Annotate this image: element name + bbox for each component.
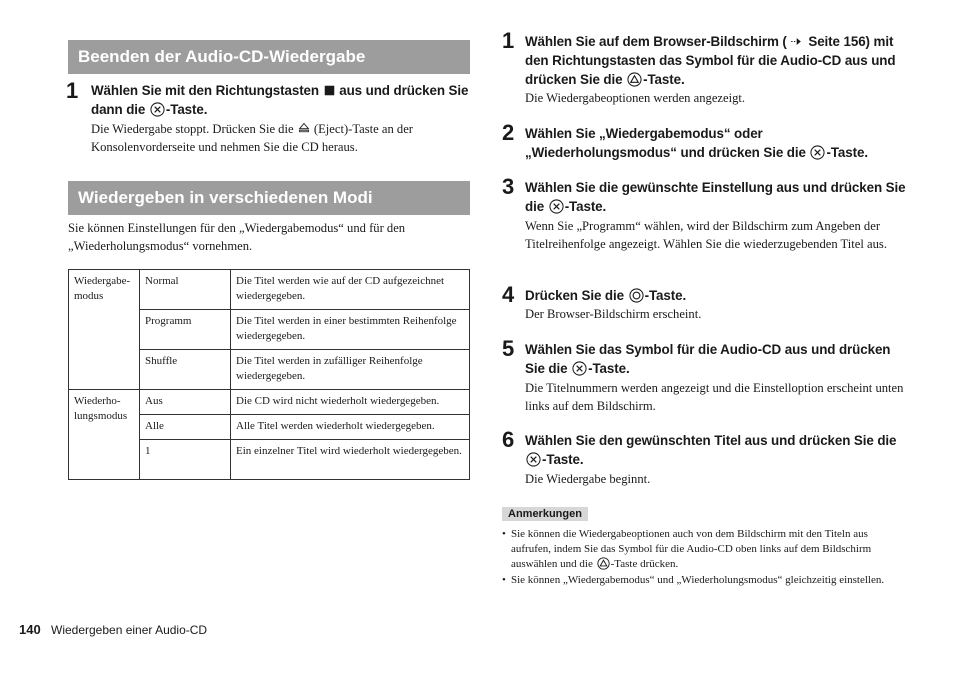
stop-square-icon [324,85,335,96]
step-heading-text: -Taste. [542,452,584,467]
bullet-dot-icon: • [502,528,506,540]
intro-paragraph: Sie können Einstellungen für den „Wiedergabemodus“ und für den „Wiederholungsmodus“ vornehmen. [68,221,406,253]
bullet-dot-icon: • [502,574,506,586]
step-heading-text: Wählen Sie mit den Richtungstasten [91,83,319,98]
step-number: 1 [66,78,79,103]
cross-button-icon [549,199,564,214]
section-heading-stop: Beenden der Audio-CD-Wiedergabe [68,40,470,74]
step-heading-text: Wählen Sie den gewünschten Titel aus und drücken Sie die [525,433,897,448]
table-desc-cell: Die Titel werden wie auf der CD aufgezeichnet wiedergegeben. [231,270,470,310]
step-heading-text: Wählen Sie das Symbol für die Audio-CD aus und drücken Sie die [525,342,891,376]
step-heading-text: -Taste. [564,199,607,214]
step-heading-text: -Taste. [826,145,868,160]
step-heading-text: -Taste. [588,361,630,376]
circle-button-icon [629,288,644,303]
table-option-cell: Programm [140,310,231,350]
notes-label: Anmerkungen [502,507,588,521]
step-heading-text: Drücken Sie die [525,288,624,303]
note-text: Sie können „Wiedergabemodus“ und „Wiederholungsmodus“ gleichzeitig einstellen. [511,574,885,586]
note-item [502,527,906,572]
table-option-cell: Alle [140,415,231,440]
step-heading-text: Seite 156) mit den Richtungstasten das Symbol für die Audio-CD aus und drücken Sie die [525,34,896,87]
step-heading [525,32,909,89]
page-number: 140 [19,622,41,637]
step-body: Die Wiedergabe beginnt. [525,472,651,486]
step-body-text: (Eject)-Taste an der Konsolenvorderseite und nehmen Sie die CD heraus. [91,122,413,154]
table-desc-cell: Ein einzelner Titel wird wiederholt wiedergegeben. [231,440,470,480]
step-heading-text: -Taste. [165,102,208,117]
dotted-arrow-icon [788,36,804,47]
step-heading [525,431,909,469]
step-body [91,121,469,156]
table-desc-cell: Alle Titel werden wiederholt wiedergegeben. [231,415,470,440]
table-desc-cell: Die Titel werden in einer bestimmten Reihenfolge wiedergegeben. [231,310,470,350]
step-number: 1 [502,28,515,53]
table-option-cell: Normal [140,270,231,310]
table-desc-cell: Die CD wird nicht wiederholt wiedergegeben. [231,390,470,415]
step-heading [525,340,909,378]
step-number: 6 [502,427,515,452]
step-number: 3 [502,174,515,199]
table-option-cell: 1 [140,440,231,480]
step-heading-text: aus und drücken Sie dann die [91,83,469,117]
step-number: 2 [502,120,515,145]
step-body-text: Die Wiedergabe stoppt. Drücken Sie die [91,122,294,136]
note-text: -Taste drücken. [610,558,679,570]
eject-icon [298,122,310,134]
step-body: Die Wiedergabeoptionen werden angezeigt. [525,91,746,105]
step-heading-text: Wählen Sie „Wiedergabemodus“ oder „Wiederholungsmodus“ und drücken Sie die [525,126,806,160]
step-heading-text: -Taste. [643,72,685,87]
cross-button-icon [810,145,825,160]
step-body: Der Browser-Bildschirm erscheint. [525,307,702,321]
step-body: Wenn Sie „Programm“ wählen, wird der Bildschirm zum Angeben der Titelreihenfolge angezeigt. Wählen Sie die wiederzugebenden Titel aus. [525,219,887,251]
step-heading [525,178,909,216]
table-group-cell: Wiedergabe-modus [69,270,140,390]
step-heading [525,124,909,162]
triangle-button-icon [597,557,610,570]
step-heading-text: Wählen Sie auf dem Browser-Bildschirm ( [525,34,787,49]
table-row [69,390,470,415]
note-text: Sie können die Wiedergabeoptionen auch von dem Bildschirm mit den Titeln aus aufrufen, indem Sie das Symbol für die Audio-CD oben links auf dem Bildschirm auswählen und die [511,528,872,570]
step-number: 5 [502,336,515,361]
cross-button-icon [572,361,587,376]
footer-chapter-title: Wiedergeben einer Audio-CD [51,623,208,637]
cross-button-icon [526,452,541,467]
table-desc-cell: Die Titel werden in zufälliger Reihenfolge wiedergegeben. [231,350,470,390]
step-heading [91,81,471,119]
cross-button-icon [150,102,165,117]
table-row [69,270,470,310]
step-heading-text: -Taste. [644,288,687,303]
table-option-cell: Aus [140,390,231,415]
section-heading-modes: Wiedergeben in verschiedenen Modi [68,181,470,215]
table-group-cell: Wiederho-lungsmodus [69,390,140,480]
step-heading [525,286,909,305]
step-body: Die Titelnummern werden angezeigt und die Einstelloption erscheint unten links auf dem Bildschirm. [525,381,904,413]
step-number: 4 [502,282,515,307]
step-heading-text: Wählen Sie die gewünschte Einstellung aus und drücken Sie die [525,180,906,214]
table-option-cell: Shuffle [140,350,231,390]
triangle-button-icon [627,72,642,87]
note-item [502,573,906,588]
modes-table [68,269,470,480]
